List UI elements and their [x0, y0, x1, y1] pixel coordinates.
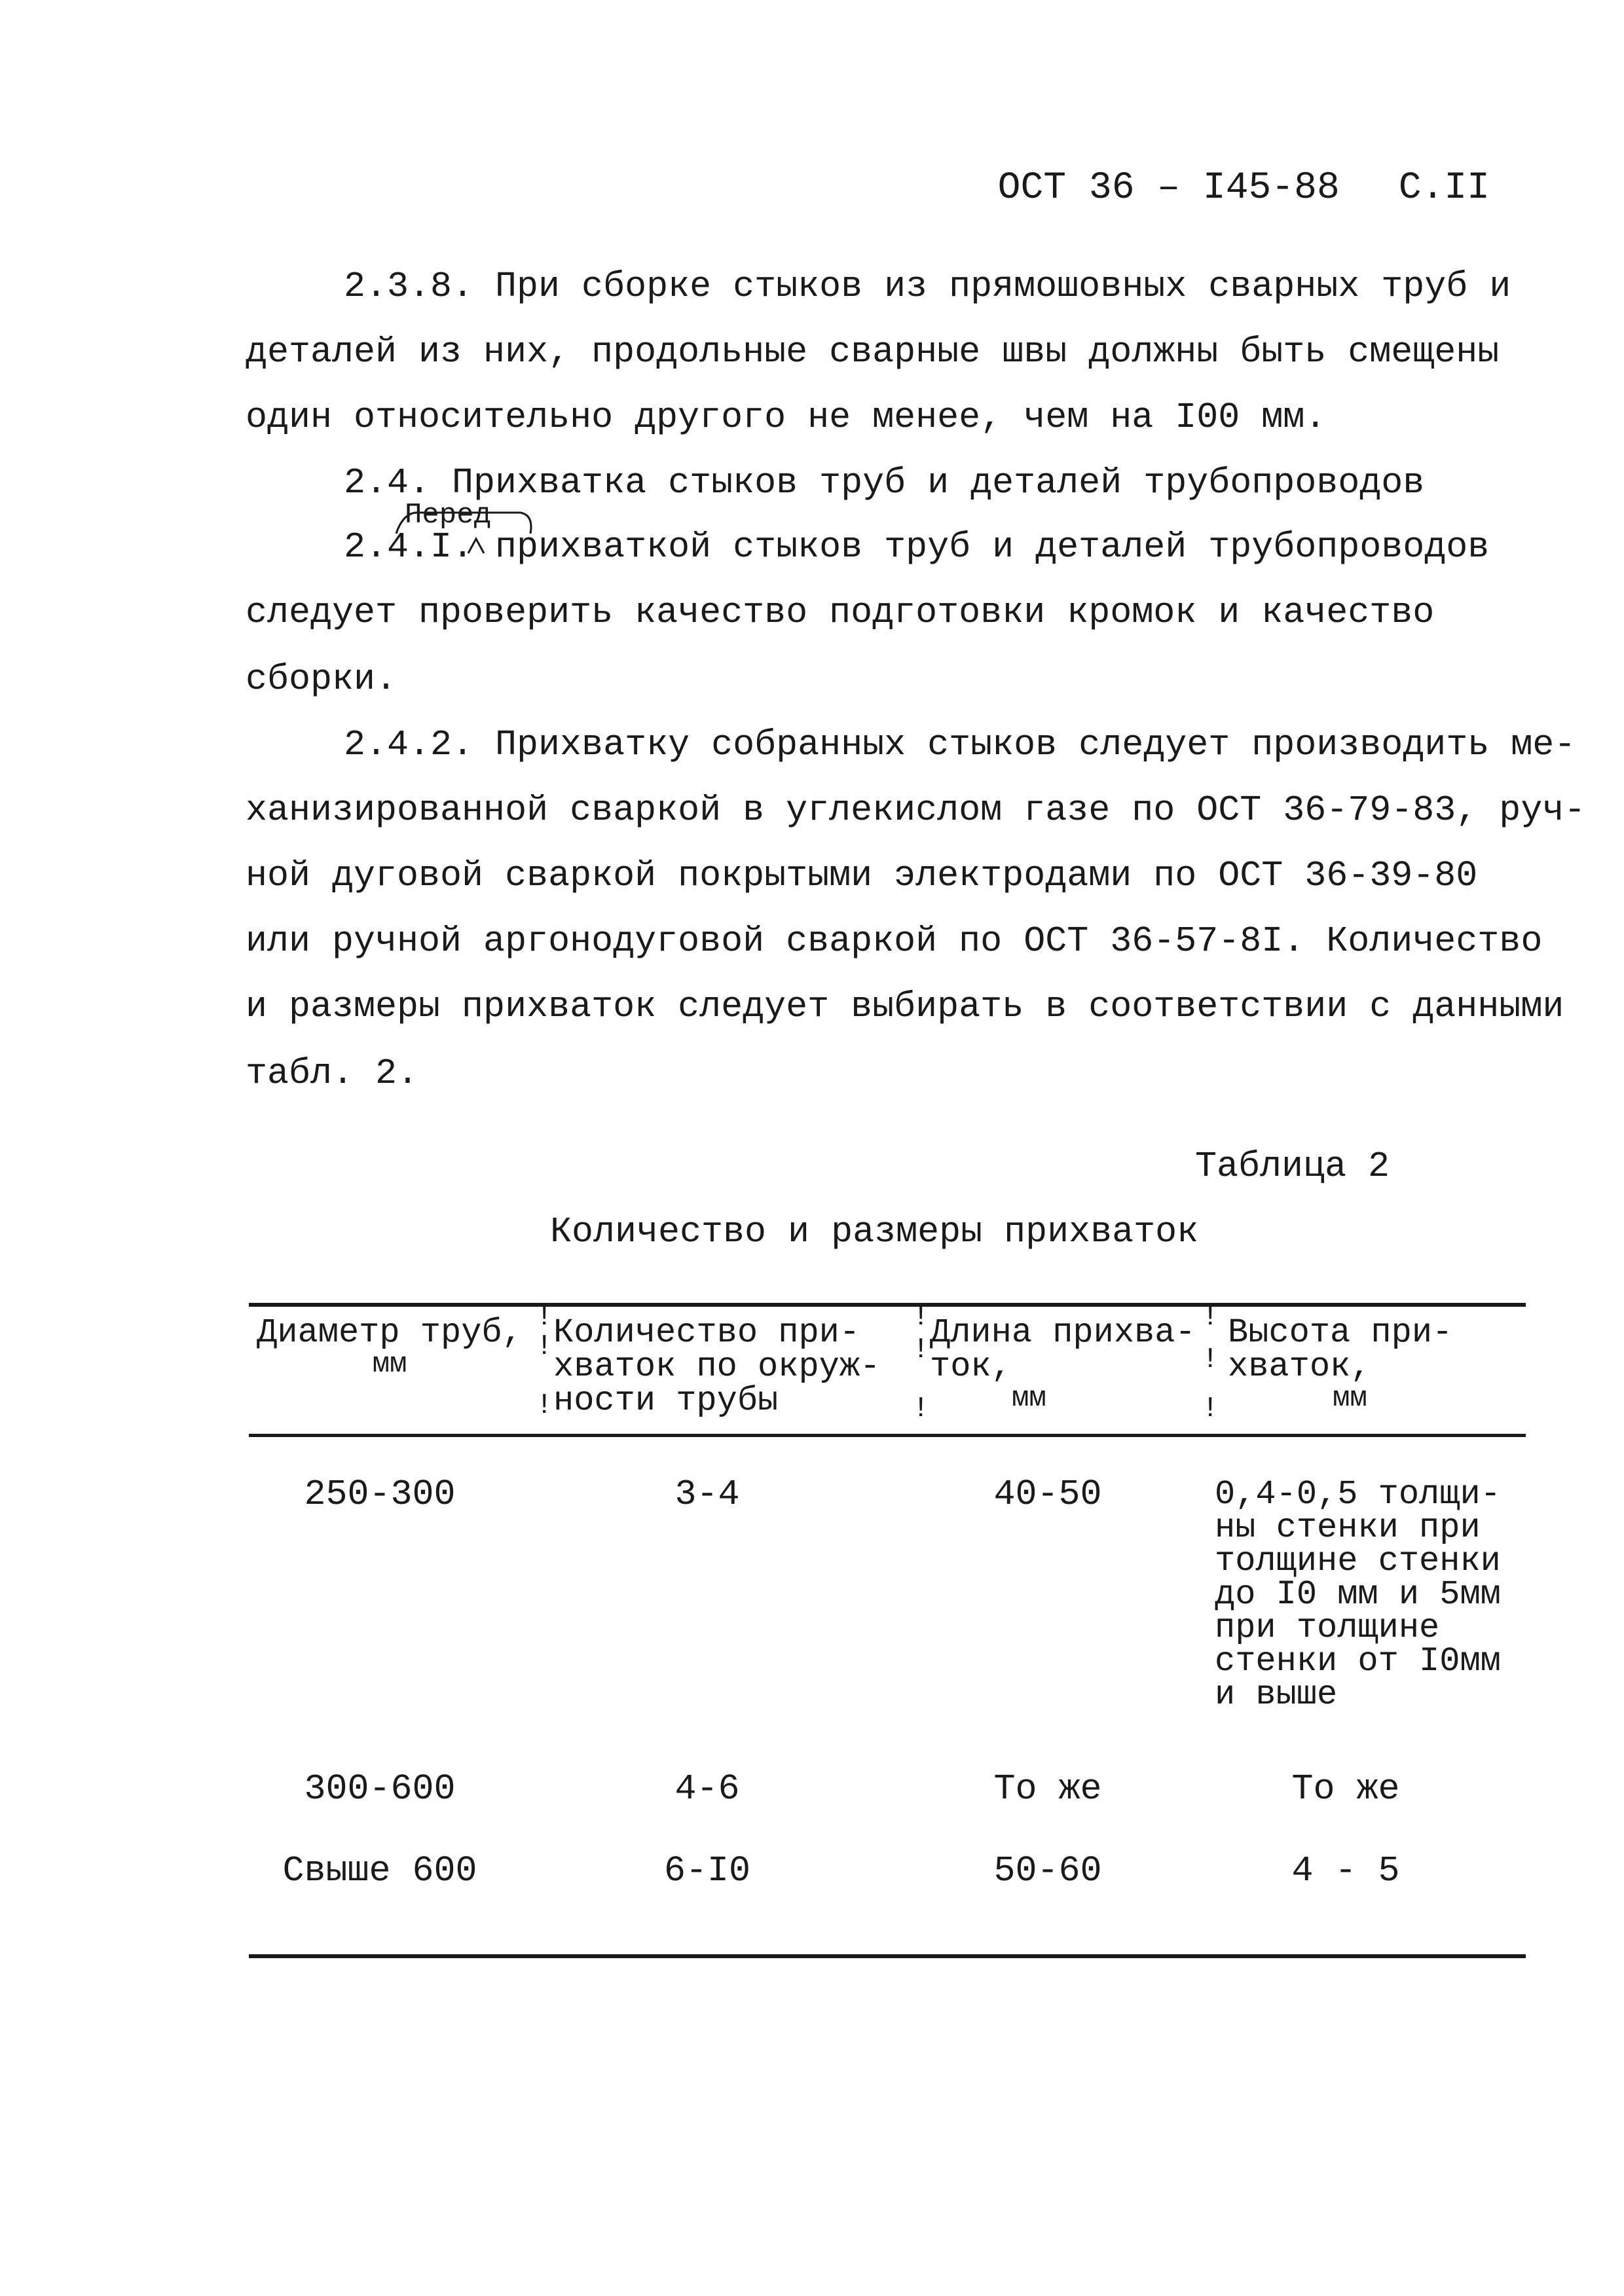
header-line: мм	[1012, 1382, 1046, 1415]
column-separator: !	[536, 1330, 553, 1363]
column-separator: !	[1202, 1393, 1219, 1425]
cell-line: толщине стенки	[1215, 1541, 1501, 1580]
header-line: ток,	[930, 1347, 1012, 1386]
column-separator: !	[912, 1301, 930, 1334]
table-cell-length: 40-50	[993, 1474, 1102, 1515]
table-cell-length: То же	[993, 1768, 1102, 1810]
header-line: ности трубы	[553, 1381, 779, 1420]
table-cell-count: 3-4	[674, 1474, 740, 1515]
paragraph-2-4-2-line-3: ной дуговой сваркой покрытыми электродами по ОСТ 36-39-80	[246, 855, 1478, 896]
cell-line: при толщине	[1215, 1608, 1440, 1647]
table-cell-count: 6-I0	[663, 1850, 751, 1891]
cell-line: стенки от I0мм	[1215, 1641, 1501, 1681]
header-line: мм	[1333, 1382, 1367, 1415]
header-line: хваток по окруж-	[553, 1347, 881, 1386]
header-line: Длина прихва-	[930, 1313, 1196, 1352]
paragraph-2-4-1-line-2: следует проверить качество подготовки кромок и качество	[246, 592, 1435, 633]
table-cell-diameter: 250-300	[304, 1474, 456, 1515]
paragraph-2-4-1-line-3: сборки.	[246, 659, 397, 700]
table-cell-count: 4-6	[674, 1768, 740, 1810]
paragraph-2-4-2-line-2: ханизированной сваркой в углекислом газе по ОСТ 36-79-83, руч-	[246, 790, 1586, 831]
column-header-length	[930, 1313, 1198, 1415]
page-header	[998, 167, 1490, 210]
header-line: Количество при-	[553, 1313, 860, 1352]
column-separator: !	[1202, 1301, 1219, 1334]
paragraph-2-3-8-line-3: один относительно другого не менее, чем на I00 мм.	[246, 397, 1327, 438]
document-code: ОСТ 36 – I45-88	[997, 167, 1340, 210]
paragraph-2-4-2-line-5: и размеры прихваток следует выбирать в соответствии с данными	[246, 986, 1564, 1027]
section-heading-2-4: 2.4. Прихватка стыков труб и деталей трубопроводов	[344, 462, 1425, 503]
paragraph-2-4-2-line-6: табл. 2.	[246, 1053, 419, 1094]
cell-line: до I0 мм и 5мм	[1215, 1575, 1501, 1614]
column-separator: !	[536, 1301, 553, 1334]
table-cell-length: 50-60	[993, 1850, 1102, 1891]
paragraph-2-4-1-line-1: 2.4.I. прихваткой стыков труб и деталей трубопроводов	[344, 526, 1490, 568]
table-bottom-rule	[249, 1954, 1526, 1958]
handwritten-insert: Перед	[405, 499, 492, 532]
table-cell-diameter: 300-600	[304, 1768, 456, 1810]
column-separator: !	[1202, 1343, 1219, 1376]
table-header-rule	[249, 1434, 1526, 1437]
header-line: мм	[372, 1348, 407, 1381]
header-line: Диаметр труб,	[257, 1313, 523, 1352]
column-separator: !	[912, 1393, 930, 1425]
header-line: хваток,	[1228, 1347, 1371, 1386]
column-header-diameter	[249, 1313, 530, 1381]
cell-line: ны стенки при	[1215, 1508, 1481, 1547]
page-number: С.II	[1398, 167, 1490, 210]
paragraph-2-3-8-line-2: деталей из них, продольные сварные швы должны быть смещены	[246, 331, 1500, 373]
column-separator: !	[912, 1334, 930, 1366]
cell-line: 0,4-0,5 толщи-	[1215, 1475, 1501, 1514]
table-top-rule	[249, 1303, 1526, 1307]
header-line: Высота при-	[1228, 1313, 1453, 1352]
column-header-height	[1228, 1313, 1503, 1415]
table-caption: Таблица 2	[1195, 1146, 1390, 1187]
table-cell-height: 4 - 5	[1291, 1850, 1400, 1891]
paragraph-2-3-8-line-1: 2.3.8. При сборке стыков из прямошовных сварных труб и	[344, 266, 1511, 307]
paragraph-2-4-2-line-1: 2.4.2. Прихватку собранных стыков следует производить ме-	[344, 724, 1576, 765]
cell-line: и выше	[1215, 1675, 1338, 1714]
paragraph-2-4-2-line-4: или ручной аргонодуговой сваркой по ОСТ 36-57-8I. Количество	[246, 920, 1543, 962]
table-cell-diameter: Свыше 600	[282, 1850, 477, 1891]
column-header-count	[553, 1313, 907, 1420]
table-cell-height	[1215, 1475, 1516, 1714]
table-cell-height: То же	[1291, 1768, 1400, 1810]
column-separator: !	[536, 1389, 553, 1422]
table-title: Количество и размеры прихваток	[550, 1211, 1199, 1252]
